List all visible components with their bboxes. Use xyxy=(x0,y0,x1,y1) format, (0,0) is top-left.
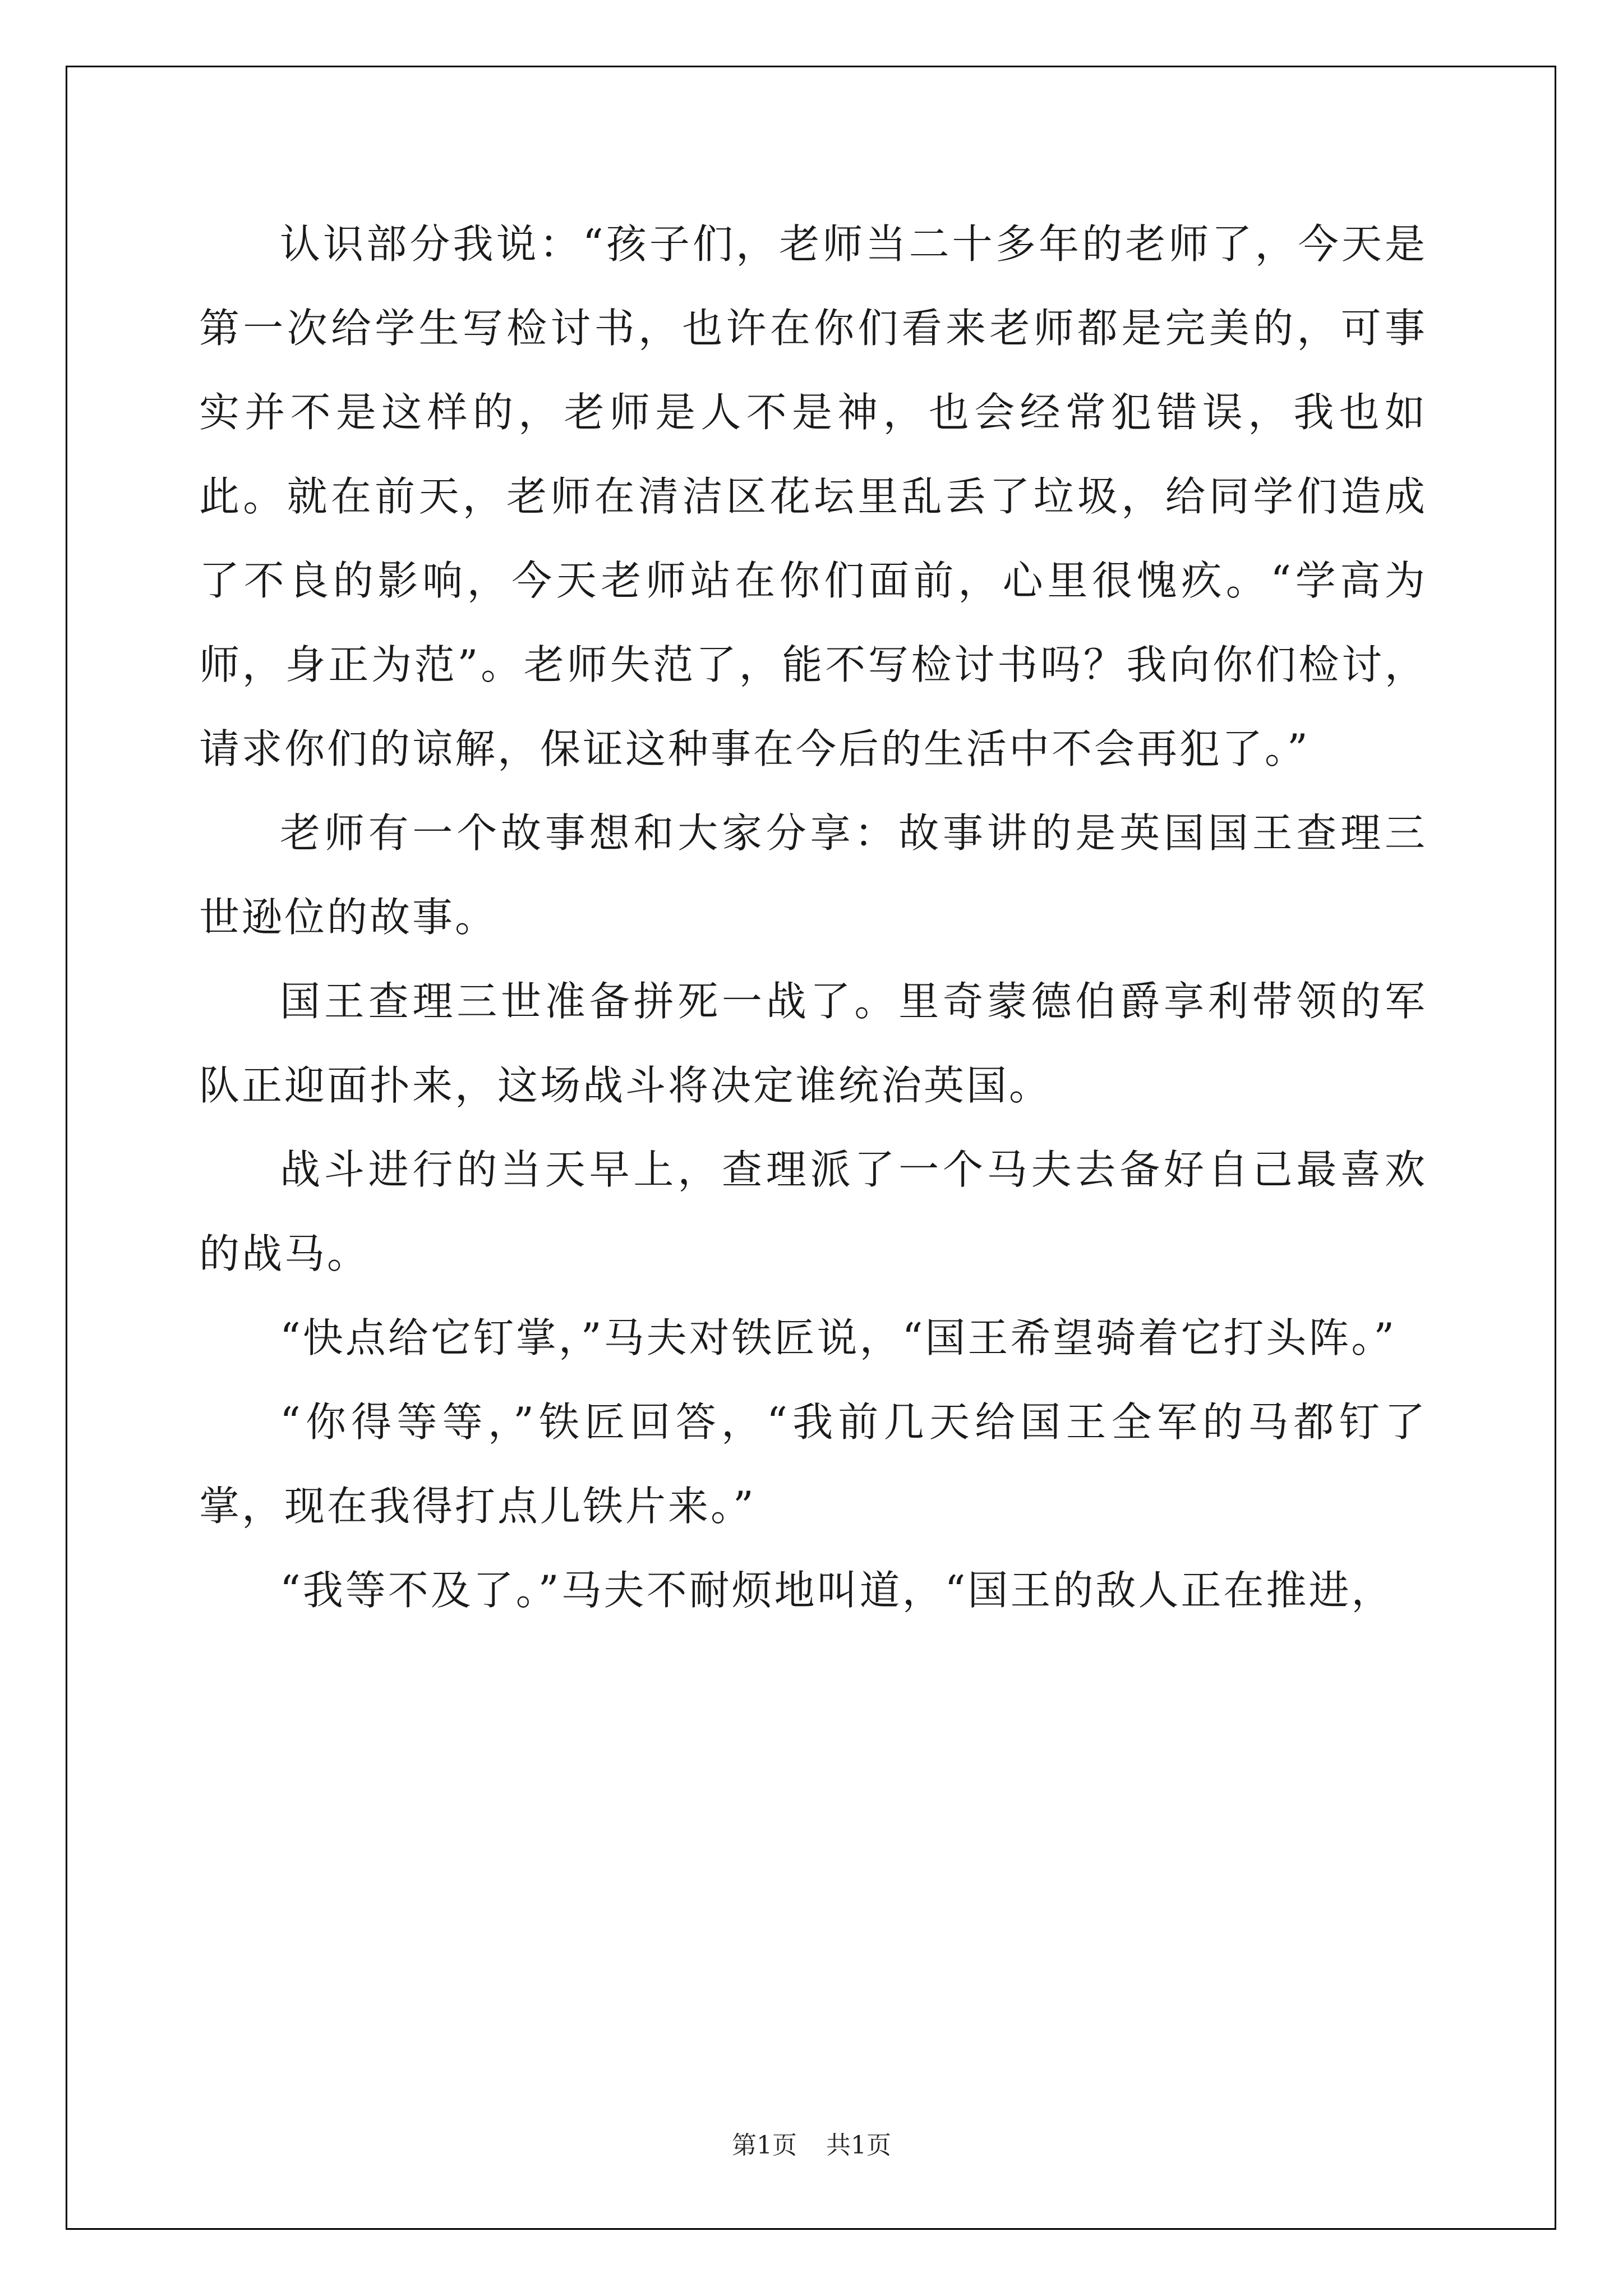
page-footer xyxy=(0,2129,1623,2162)
paragraph: 国王查理三世准备拼死一战了。里奇蒙德伯爵享利带领的军队正迎面扑来，这场战斗将决定谁统治英国。 xyxy=(199,978,1427,1109)
paragraph: “你得等等，”铁匠回答，“我前几天给国王全军的马都钉了掌，现在我得打点儿铁片来。” xyxy=(199,1398,1427,1530)
paragraph: 老师有一个故事想和大家分享：故事讲的是英国国王查理三世逊位的故事。 xyxy=(199,809,1427,941)
paragraph: 认识部分我说：“孩子们，老师当二十多年的老师了，今天是第一次给学生写检讨书，也许在你们看来老师都是完美的，可事实并不是这样的，老师是人不是神，也会经常犯错误，我也如此。就在前天，老师在清洁区花坛里乱丢了垃圾，给同学们造成了不良的影响，今天老师站在你们面前，心里很愧疚。“学高为师，身正为范”。老师失范了，能不写检讨书吗？我向你们检讨，请求你们的谅解，保证这种事在今后的生活中不会再犯了。” xyxy=(199,220,1427,772)
paragraph: 战斗进行的当天早上，查理派了一个马夫去备好自己最喜欢的战马。 xyxy=(199,1146,1427,1277)
document-body xyxy=(199,202,1427,1632)
page-number: 第1页 xyxy=(732,2131,797,2160)
page-total: 共1页 xyxy=(826,2131,891,2160)
paragraph: “我等不及了。”马夫不耐烦地叫道，“国王的敌人正在推进， xyxy=(280,1567,1394,1614)
paragraph: “快点给它钉掌，”马夫对铁匠说，“国王希望骑着它打头阵。” xyxy=(280,1314,1397,1361)
